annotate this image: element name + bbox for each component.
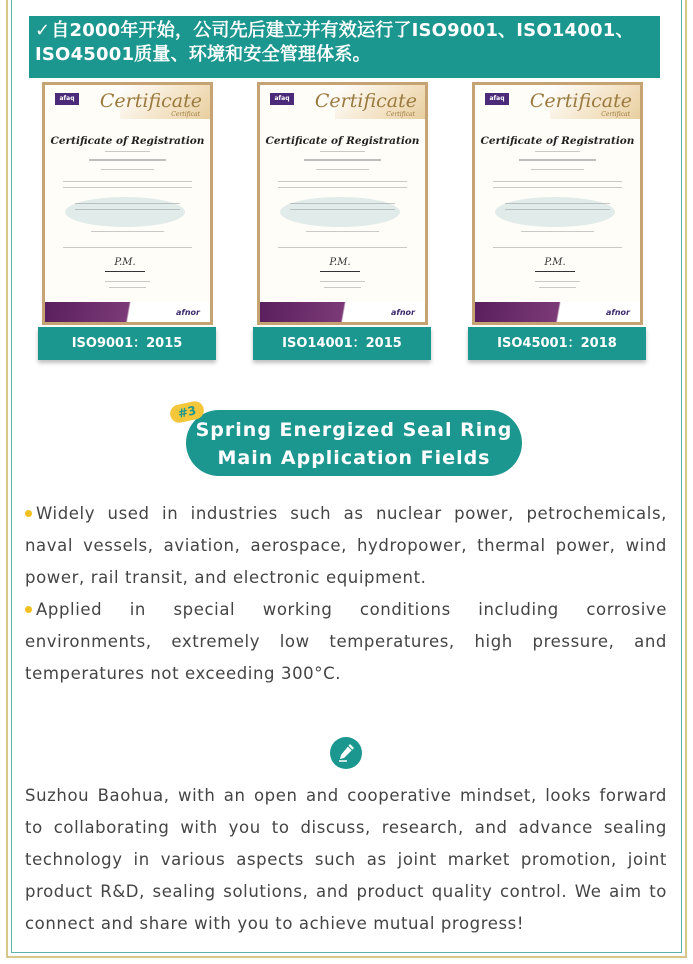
closing-text: Suzhou Baohua, with an open and cooperative mindset, looks forward to collaborating with you to discuss, research, and advance sealing technology in various aspects such as joint market promotion, joint product R&D, sealing solutions, and product quality control. We aim to connect and share with you to achieve mutual progress!	[25, 786, 667, 933]
section-number-badge: #3	[169, 400, 206, 425]
certificate-label: ISO45001：2018	[468, 327, 646, 360]
certificate-registration-title: Certificate of Registration	[480, 135, 635, 147]
certificate-watermark	[495, 197, 615, 227]
certificate-label: ISO14001：2015	[253, 327, 431, 360]
section-title-line1: Spring Energized Seal Ring	[195, 419, 513, 441]
banner-statement: 自2000年开始，公司先后建立并有效运行了ISO9001、ISO14001、ISO45001质量、环境和安全管理体系。	[35, 20, 634, 65]
certificate-gallery	[38, 82, 648, 362]
afnor-logo: afnor	[390, 308, 415, 317]
list-item-text: Widely used in industries such as nuclear power, petrochemicals, naval vessels, aviation, aerospace, hydropower, thermal power, wind power, rail transit, and electronic equipment.	[25, 504, 667, 587]
application-list	[25, 498, 667, 690]
certificate-image[interactable]	[472, 82, 643, 325]
afnor-logo: afnor	[175, 308, 200, 317]
signature: P.M.	[535, 257, 575, 272]
certificate-registration-title: Certificate of Registration	[50, 135, 205, 147]
certificate-header-small: Certificat	[171, 111, 200, 118]
signature: P.M.	[320, 257, 360, 272]
closing-paragraph	[25, 780, 667, 940]
section-title	[186, 416, 522, 472]
bullet-dot-icon	[25, 510, 32, 517]
afaq-logo: afaq	[270, 93, 294, 105]
certificate-image[interactable]	[42, 82, 213, 325]
afaq-logo: afaq	[485, 93, 509, 105]
certificate-watermark	[280, 197, 400, 227]
afnor-logo: afnor	[605, 308, 630, 317]
section-heading	[186, 410, 522, 476]
certification-banner	[29, 16, 660, 78]
certificate-header: Certificate	[99, 90, 202, 112]
signature: P.M.	[105, 257, 145, 272]
certificate-header: Certificate	[529, 90, 632, 112]
list-item-text: Applied in special working conditions including corrosive environments, extremely low temperatures, high pressure, and temperatures not exceeding 300°C.	[25, 600, 667, 683]
section-title-line2: Main Application Fields	[217, 447, 491, 469]
banner-text	[35, 19, 650, 67]
bullet-dot-icon	[25, 606, 32, 613]
pen-icon	[330, 737, 362, 769]
list-item	[25, 594, 667, 690]
certificate-header-small: Certificat	[386, 111, 415, 118]
certificate-watermark	[65, 197, 185, 227]
check-icon: ✓	[35, 20, 51, 41]
certificate-header-small: Certificat	[601, 111, 630, 118]
list-item	[25, 498, 667, 594]
afaq-logo: afaq	[55, 93, 79, 105]
certificate-image[interactable]	[257, 82, 428, 325]
certificate-header: Certificate	[314, 90, 417, 112]
certificate-label: ISO9001：2015	[38, 327, 216, 360]
certificate-registration-title: Certificate of Registration	[265, 135, 420, 147]
